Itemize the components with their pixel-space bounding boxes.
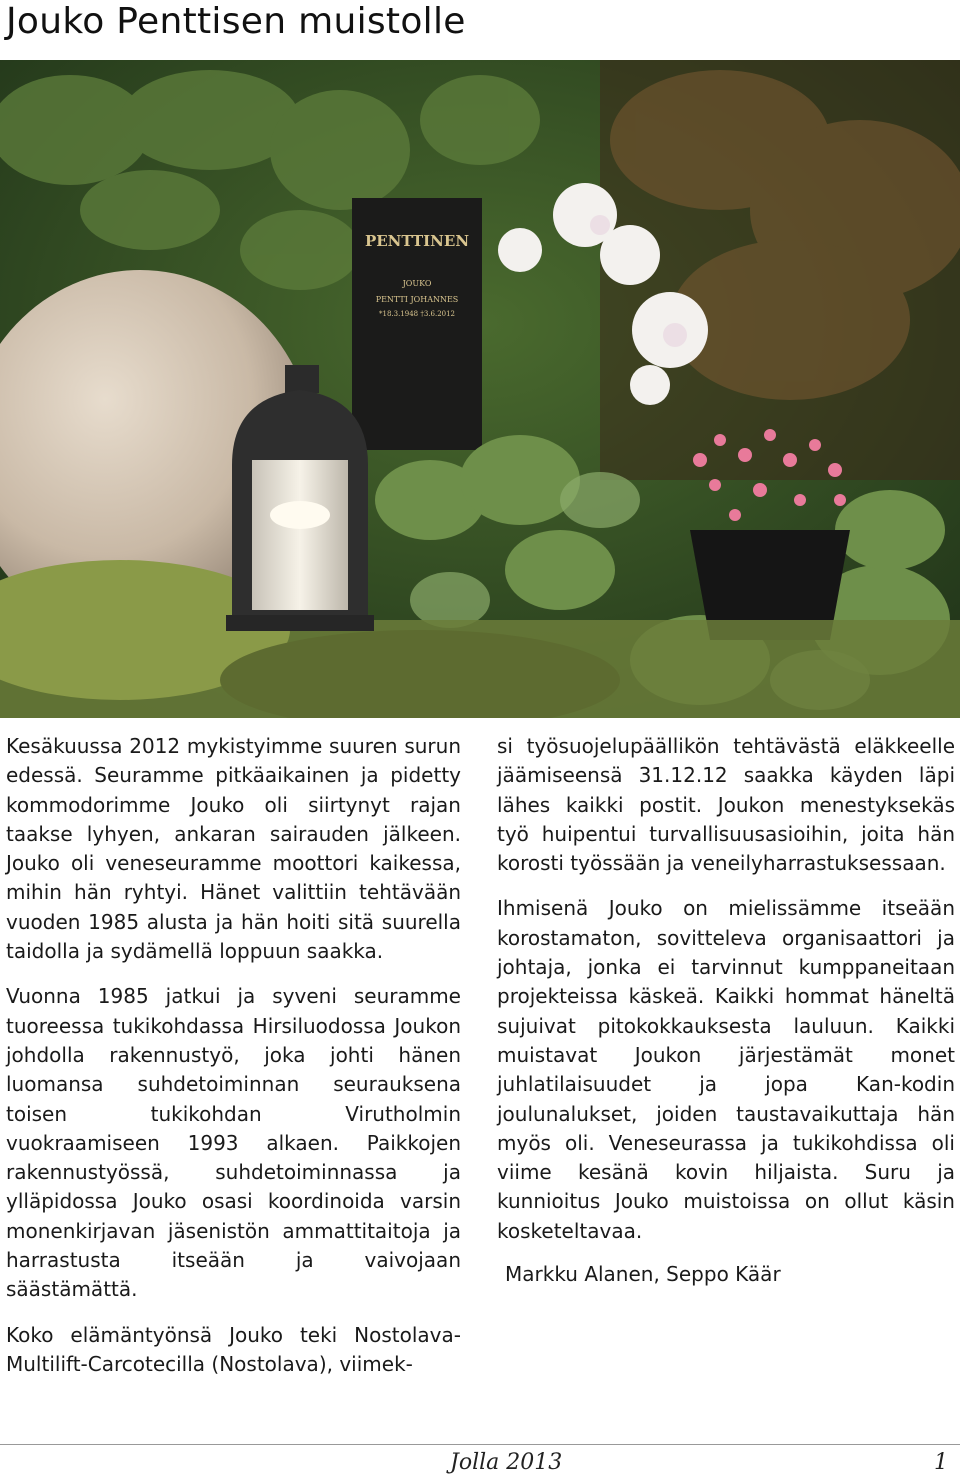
- paragraph: Kesäkuussa 2012 mykistyimme suuren surun edessä. Seuramme pitkäaikainen ja pidetty kommodorimme Jouko oli siirtynyt rajan taakse lyhyen, ankaran sairauden jälkeen. Jouko oli veneseuramme moottori kaikessa, mihin hän ryhtyi. Hänet valittiin tehtävään vuoden 1985 alusta ja hän hoiti sitä suurella taidolla ja sydämellä loppuun saakka.: [6, 734, 461, 964]
- signature: Markku Alanen, Seppo Käär: [505, 1262, 781, 1287]
- memorial-photo: [0, 60, 960, 718]
- headstone-dates: *18.3.1948 †3.6.2012: [378, 310, 456, 318]
- headstone-name: PENTTINEN: [364, 232, 470, 250]
- article-column-left: [6, 732, 461, 1379]
- article-column-right: [497, 732, 955, 1289]
- page-footer: [0, 1444, 960, 1475]
- paragraph: Vuonna 1985 jatkui ja syveni seuramme tuoreessa tukikohdassa Hirsiluodossa Joukon johdolla rakennustyö, joka johti hänen luomansa suhdetoiminnan seurauksena toisen tukikohdan Virutholmin vuokraamiseen 1993 alkaen. Paikkojen rakennustyössä, suhdetoiminnassa ja ylläpidossa Jouko osasi koordinoida varsin monenkirjavan jäsenistön ammattitaitoja ja harrastusta itseään ja vaivojaan säästämättä.: [6, 984, 461, 1302]
- footer-divider: [0, 1444, 960, 1445]
- headstone-line2: PENTTI JOHANNES: [375, 295, 459, 304]
- headstone-first: JOUKO: [402, 279, 432, 288]
- publication-name: Jolla 2013: [450, 1450, 563, 1475]
- paragraph: Ihmisenä Jouko on mielissämme itseään korostamaton, sovitteleva organisaattori ja johtaja, jonka ei tarvinnut kumppaneitaan projekteissa käskeä. Kaikki hommat häneltä sujuivat pitokokkauksesta lauluun. Kaikki muistavat Joukon järjestämät monet juhlatilaisuudet ja jopa Kan-kodin joulunalukset, joiden taustavaikuttaja hän myös oli. Veneseurassa ja tukikohdissa oli viime kesänä kovin hiljaista. Suru ja kunnioitus Jouko muistoissa on ollut käsin kosketeltavaa.: [497, 896, 955, 1243]
- page-number: 1: [934, 1450, 948, 1475]
- article-title: Jouko Penttisen muistolle: [6, 1, 466, 42]
- paragraph: si työsuojelupäällikön tehtävästä eläkkeelle jäämiseensä 31.12.12 saakka käyden läpi lähes kaikki postit. Joukon menestyksekäs työ huipentui turvallisuusasioihin, joita hän korosti työssään ja veneilyharrastuksessaan.: [497, 734, 955, 876]
- paragraph: Koko elämäntyönsä Jouko teki Nostolava-Multilift-Carcotecilla (Nostolava), viimek-: [6, 1322, 461, 1376]
